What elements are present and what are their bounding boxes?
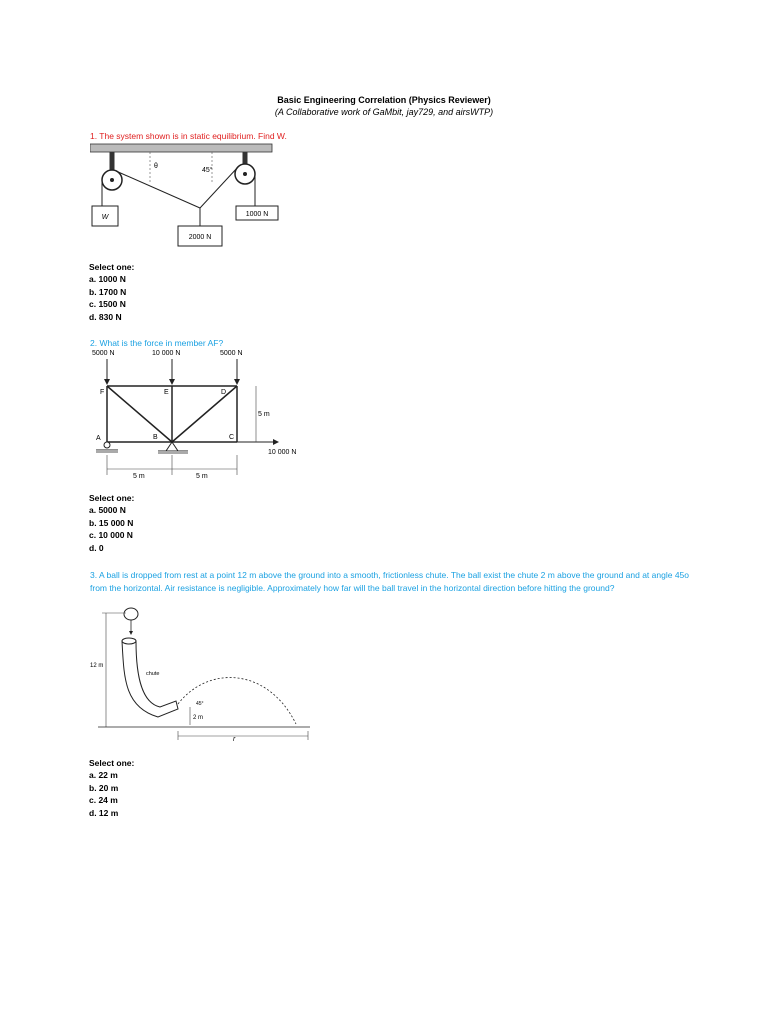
height-label: 5 m <box>258 411 270 418</box>
option-c[interactable]: c. 10 000 N <box>89 530 133 541</box>
node-e-label: E <box>164 389 169 396</box>
exit-height-label: 2 m <box>193 715 204 721</box>
question-3-text: 3. A ball is dropped from rest at a point 12 m above the ground into a smooth, frictionless chute. The ball exist the chute 2 m above the ground and at angle 45o from the horizontal. Air resistance is negligible. Approximately how far will the ball travel in the horizontal direction before hitting the ground? <box>90 570 689 593</box>
span-right-label: 5 m <box>196 473 208 480</box>
select-one-label: Select one: <box>89 758 135 768</box>
angle-theta-label: θ <box>154 163 158 170</box>
document-subtitle: (A Collaborative work of GaMbit, jay729, and airsWTP) <box>274 107 494 117</box>
option-c[interactable]: c. 1500 N <box>89 299 126 310</box>
span-left-label: 5 m <box>133 473 145 480</box>
load-horizontal-label: 10 000 N <box>268 449 297 456</box>
question-3-figure <box>88 607 313 742</box>
weight-1000-label: 1000 N <box>245 211 269 218</box>
question-2-figure <box>90 347 320 482</box>
load-mid-label: 10 000 N <box>152 350 181 357</box>
option-a[interactable]: a. 22 m <box>89 770 118 781</box>
height-label: 12 m <box>90 663 104 669</box>
load-left-label: 5000 N <box>92 350 115 357</box>
option-d[interactable]: d. 0 <box>89 542 104 553</box>
chute-label: chute <box>146 671 160 677</box>
question-2-text: 2. What is the force in member AF? <box>90 338 224 348</box>
option-b[interactable]: b. 1700 N <box>89 286 127 297</box>
angle-45-label: 45° <box>202 167 213 174</box>
angle-label: 45° <box>196 701 204 707</box>
node-d-label: D <box>221 389 227 396</box>
option-d[interactable]: d. 12 m <box>89 807 119 818</box>
node-f-label: F <box>100 389 105 396</box>
question-3-answers <box>89 757 134 819</box>
weight-2000-label: 2000 N <box>188 234 212 241</box>
option-b[interactable]: b. 15 000 N <box>89 517 134 528</box>
option-a[interactable]: a. 5000 N <box>89 505 126 516</box>
option-a[interactable]: a. 1000 N <box>89 274 126 285</box>
option-c[interactable]: c. 24 m <box>89 795 118 806</box>
question-1-figure <box>90 142 280 250</box>
question-1-answers <box>89 261 134 323</box>
load-right-label: 5000 N <box>220 350 243 357</box>
weight-w-label: W <box>101 214 109 221</box>
document-title: Basic Engineering Correlation (Physics Reviewer) <box>277 95 491 105</box>
distance-label: r <box>233 736 236 742</box>
option-d[interactable]: d. 830 N <box>89 311 122 322</box>
node-c-label: C <box>229 434 235 441</box>
select-one-label: Select one: <box>89 493 135 503</box>
node-a-label: A <box>96 435 101 442</box>
select-one-label: Select one: <box>89 262 135 272</box>
question-2-answers <box>89 492 134 554</box>
option-b[interactable]: b. 20 m <box>89 782 119 793</box>
node-b-label: B <box>153 434 158 441</box>
question-1-text: 1. The system shown is in static equilibrium. Find W. <box>90 131 287 141</box>
